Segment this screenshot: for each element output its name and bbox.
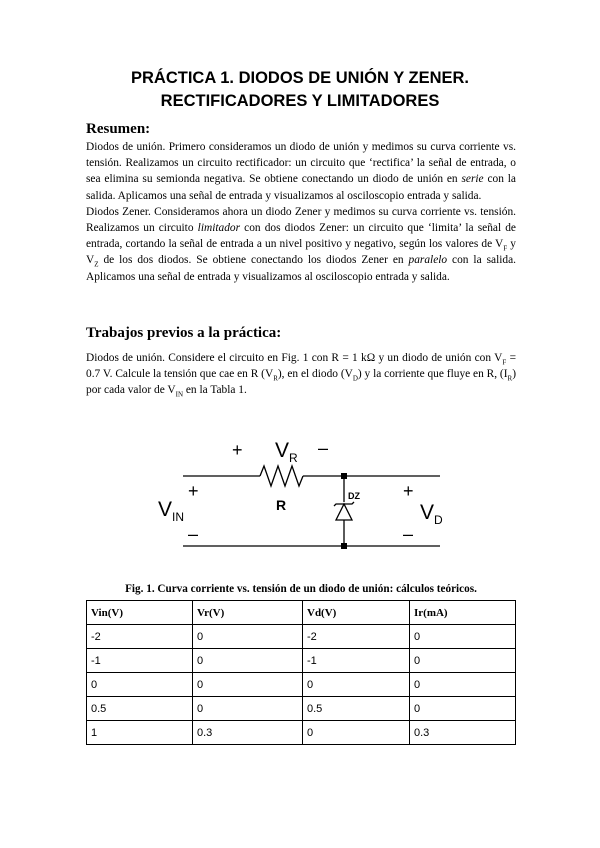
table-row [87, 721, 516, 745]
header-vr: Vr(V) [193, 601, 303, 625]
cell-ir: 0 [410, 649, 516, 673]
circuit-diagram [150, 428, 443, 563]
cell-vd: 0.5 [303, 697, 410, 721]
cell-vr: 0 [193, 697, 303, 721]
resumen-paragraph-1: Diodos de unión. Primero consideramos un diodo de unión y medimos su curva corriente vs. tensión. Realizamos un circuito rectificador: un circuito que ‘rectifica’ la señal de entrada, o sea elimina su semionda negativa. Se obtiene conectando un diodo de unión en serie con la salida. Aplicamos una señal de entrada y visualizamos al osciloscopio entrada y salida. [86, 141, 516, 202]
title-line-2: RECTIFICADORES Y LIMITADORES [160, 92, 440, 110]
page-title [0, 67, 600, 113]
vr-label: $V_R$ [275, 439, 298, 465]
cell-vd: 0 [303, 673, 410, 697]
vin-plus-sign: + [188, 481, 199, 501]
zener-diode-triangle [336, 504, 352, 520]
cell-vr: 0 [193, 673, 303, 697]
header-vin: Vin(V) [87, 601, 193, 625]
cell-vin: 0.5 [87, 697, 193, 721]
vd-label: $V_D$ [420, 501, 443, 527]
cell-vd: 0 [303, 721, 410, 745]
resistor-label: R [276, 497, 287, 513]
cell-vin: -1 [87, 649, 193, 673]
header-ir: Ir(mA) [410, 601, 516, 625]
results-table [86, 600, 516, 745]
header-vd: Vd(V) [303, 601, 410, 625]
table-header-row [87, 601, 516, 625]
node-top [341, 473, 347, 479]
table-row [87, 697, 516, 721]
cell-vr: 0 [193, 649, 303, 673]
vr-plus-sign: + [232, 440, 243, 460]
resistor-symbol [260, 466, 303, 486]
table-row [87, 625, 516, 649]
vin-minus-sign: – [188, 524, 199, 544]
previos-heading: Trabajos previos a la práctica: [86, 325, 282, 341]
cell-vd: -2 [303, 625, 410, 649]
cell-ir: 0 [410, 673, 516, 697]
cell-vr: 0.3 [193, 721, 303, 745]
title-line-1: PRÁCTICA 1. DIODOS DE UNIÓN Y ZENER. [131, 69, 469, 87]
vd-minus-sign: – [403, 524, 414, 544]
previos-paragraph: Diodos de unión. Considere el circuito en Fig. 1 con R = 1 kΩ y un diodo de unión con $V_F = 0.7$ V. Calcule la tensión que cae en R $(V_R)$, en el diodo $(V_D)$ y la corriente que fluye en R, $(I_R)$ por cada valor de $V_{IN}$ en la Tabla 1. [86, 352, 516, 399]
cell-ir: 0 [410, 697, 516, 721]
vr-minus-sign: – [318, 438, 329, 458]
figure-caption: Fig. 1. Curva corriente vs. tensión de un diodo de unión: cálculos teóricos. [125, 583, 477, 595]
previos-body [86, 350, 516, 399]
resumen-paragraph-2: Diodos Zener. Consideramos ahora un diodo Zener y medimos su curva corriente vs. tensión. Realizamos un circuito limitador con dos diodos Zener: un circuito que ‘limita’ la señal de entrada, cortando la señal de entrada a un nivel positivo y negativo, según los valores de $V_F$ y $V_Z$ de los dos diodos. Se obtiene conectando los diodos Zener en paralelo con la salida. Aplicamos una señal de entrada y visualizamos al osciloscopio entrada y salida. [86, 205, 516, 283]
cell-vd: -1 [303, 649, 410, 673]
table-row [87, 673, 516, 697]
cell-vin: 0 [87, 673, 193, 697]
zener-label: DZ [348, 491, 360, 501]
resumen-body [86, 139, 516, 285]
cell-vr: 0 [193, 625, 303, 649]
cell-ir: 0 [410, 625, 516, 649]
vin-label: $V_{IN}$ [158, 498, 185, 524]
table-row [87, 649, 516, 673]
cell-ir: 0.3 [410, 721, 516, 745]
vd-plus-sign: + [403, 481, 414, 501]
node-bottom [341, 543, 347, 549]
cell-vin: 1 [87, 721, 193, 745]
resumen-heading: Resumen: [86, 121, 151, 137]
cell-vin: -2 [87, 625, 193, 649]
